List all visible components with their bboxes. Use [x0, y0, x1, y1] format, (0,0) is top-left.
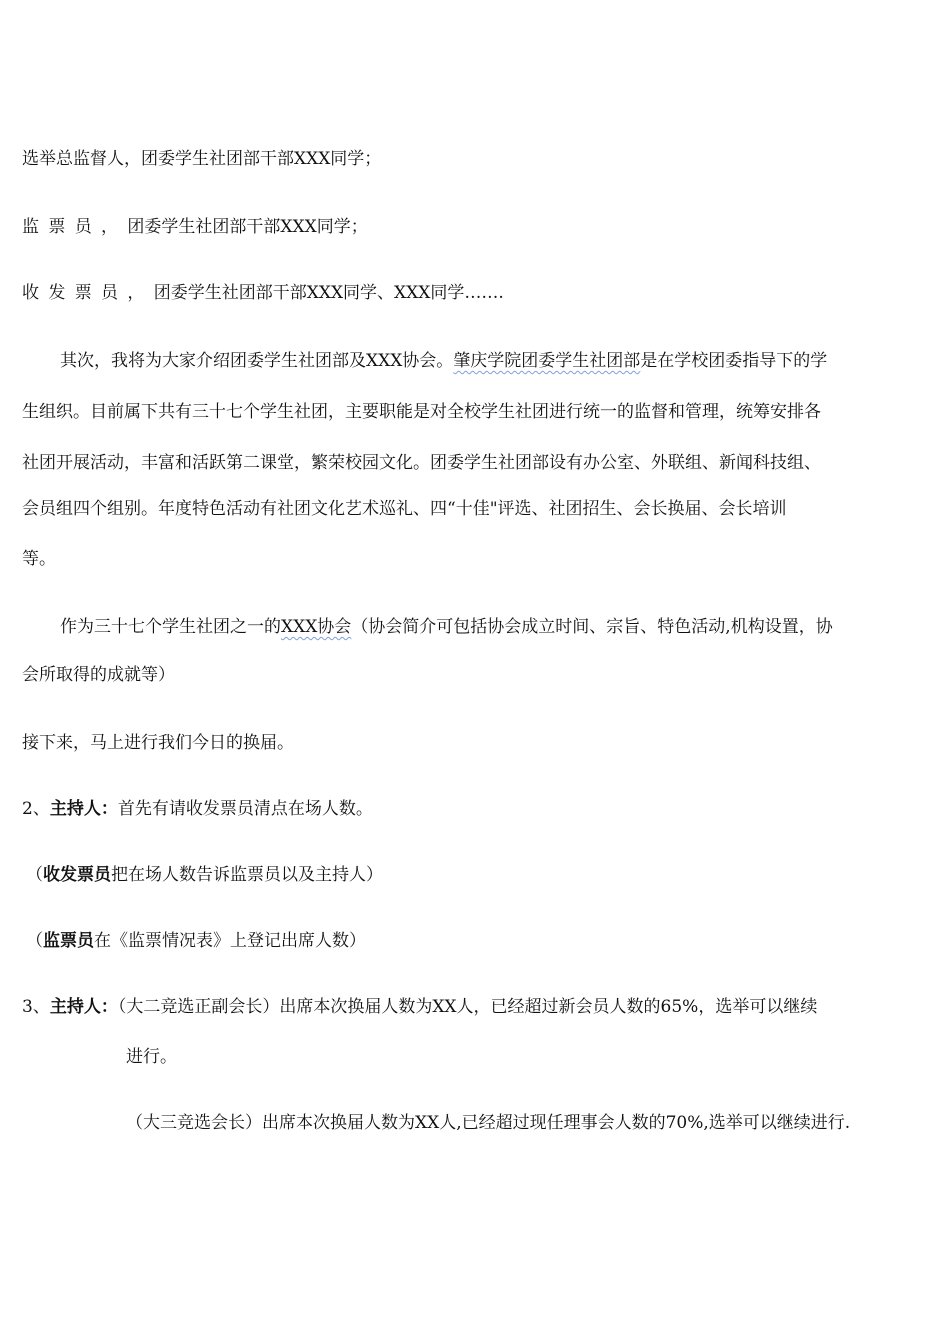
- text-span: 会员组四个组别。年度特色活动有社团文化艺术巡礼、四“十佳"评选、社团招生、会长换届、会长培训: [22, 499, 787, 519]
- text-span: 会所取得的成就等）: [22, 665, 175, 685]
- item-3-line-2: [126, 1046, 177, 1068]
- text-span: 其次，我将为大家介绍团委学生社团部及XXX协会。: [60, 351, 454, 371]
- text-span: 首先有请收发票员清点在场人数。: [117, 799, 373, 819]
- text-span: （大三竞选会长）出席本次换届人数为XX人,已经超过现任理事会人数的70%,选举可以继续进行.: [126, 1113, 851, 1133]
- note-vote-supervisor: [26, 930, 366, 952]
- paren-open: （: [26, 865, 43, 885]
- text-span: （协会简介可包括协会成立时间、宗旨、特色活动,机构设置，协: [351, 617, 833, 637]
- bold-label: 主持人：: [49, 799, 118, 819]
- paragraph-association-line-2: [22, 664, 175, 686]
- text-span: 社团开展活动，丰富和活跃第二课堂，繁荣校园文化。团委学生社团部设有办公室、外联组、新闻科技组、: [22, 453, 821, 473]
- text-span: 作为三十七个学生社团之一的: [60, 617, 281, 637]
- text-span: 生组织。目前属下共有三十七个学生社团，主要职能是对全校学生社团进行统一的监督和管理，统筹安排各: [22, 402, 821, 422]
- item-3: [22, 996, 817, 1018]
- paragraph-intro-line-5: [22, 548, 56, 570]
- line-next-step: [22, 732, 294, 754]
- text-span: 团委学生社团部干部XXX同学；: [127, 217, 368, 237]
- line-chief-supervisor: [22, 148, 381, 170]
- bold-label: 监票员: [43, 931, 94, 951]
- label-span: 监票员，: [22, 217, 128, 237]
- paren-open: （: [26, 931, 43, 951]
- paragraph-intro-line-2: [22, 401, 821, 423]
- line-ballot-distributor: [22, 282, 504, 304]
- item-number: 2、: [22, 799, 50, 819]
- item-3-line-3: [126, 1112, 850, 1134]
- bold-label: 主持人：: [49, 997, 118, 1017]
- paragraph-intro-line-4: [22, 498, 787, 520]
- text-span: 把在场人数告诉监票员以及主持人）: [111, 865, 383, 885]
- spellcheck-underlined-text: 肇庆学院团委学生社团部: [453, 351, 641, 371]
- paragraph-association-line-1: [60, 616, 833, 638]
- text-span: 在《监票情况表》上登记出席人数）: [94, 931, 366, 951]
- label-span: 收发票员，: [22, 283, 154, 303]
- text-span: 选举总监督人，团委学生社团部干部XXX同学；: [22, 149, 382, 169]
- line-vote-supervisor: [22, 216, 368, 238]
- text-span: 进行。: [126, 1047, 177, 1067]
- text-span: 等。: [22, 549, 56, 569]
- note-ballot-distributor: [26, 864, 383, 886]
- paragraph-intro-line-1: [60, 350, 827, 372]
- text-span: 团委学生社团部干部XXX同学、XXX同学…….: [153, 283, 504, 303]
- text-span: 接下来，马上进行我们今日的换届。: [22, 733, 294, 753]
- paragraph-intro-line-3: [22, 452, 821, 474]
- bold-label: 收发票员: [43, 865, 111, 885]
- text-span: 是在学校团委指导下的学: [640, 351, 828, 371]
- spellcheck-underlined-text: XXX协会: [281, 617, 352, 637]
- item-number: 3、: [22, 997, 50, 1017]
- text-span: （大二竞选正副会长）出席本次换届人数为XX人，已经超过新会员人数的65%，选举可以继续: [117, 997, 818, 1017]
- item-2: [22, 798, 373, 820]
